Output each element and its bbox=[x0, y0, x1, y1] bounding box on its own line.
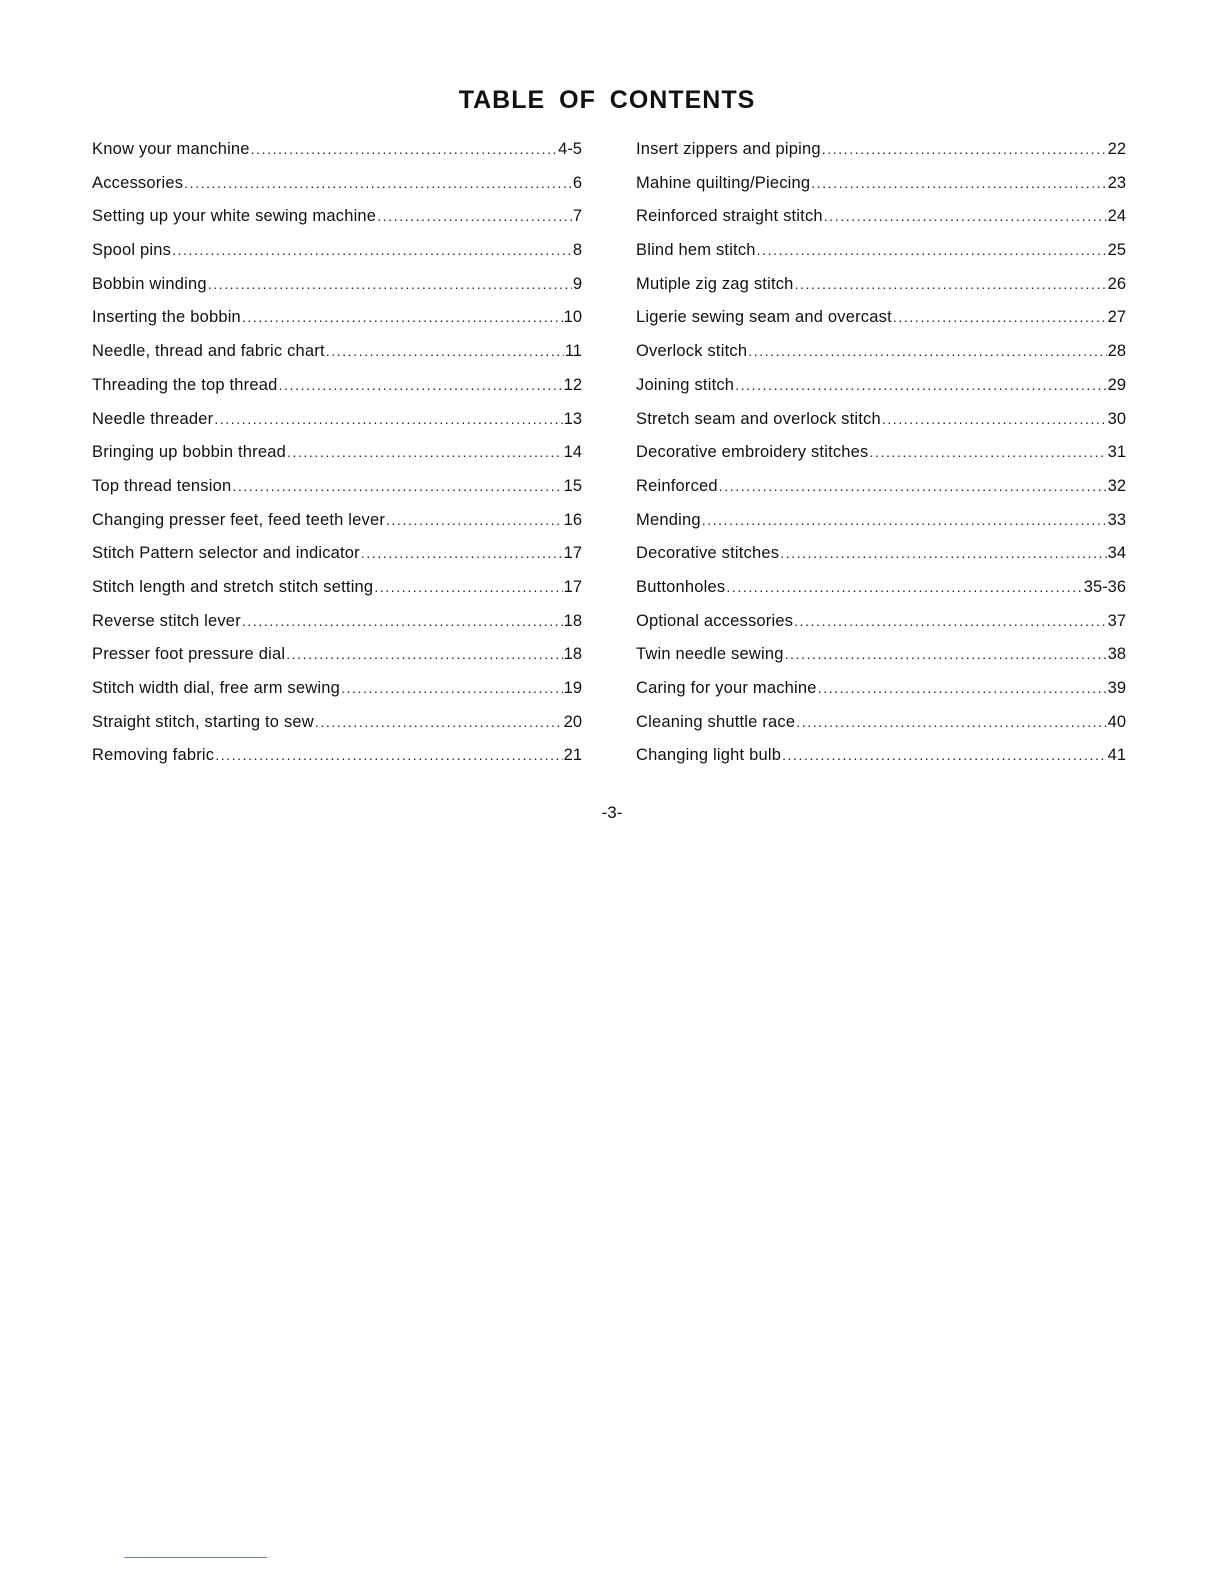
dot-leader bbox=[822, 141, 1107, 157]
toc-entry bbox=[92, 477, 582, 511]
toc-entry bbox=[92, 645, 582, 679]
toc-entry-label: Blind hem stitch bbox=[636, 241, 756, 260]
dot-leader bbox=[286, 646, 562, 662]
toc-entry-label: Buttonholes bbox=[636, 577, 726, 596]
toc-entry bbox=[92, 746, 582, 780]
toc-entry-page: 17 bbox=[563, 544, 582, 563]
toc-entry bbox=[636, 207, 1126, 241]
dot-leader bbox=[818, 680, 1107, 696]
toc-entry-page: 20 bbox=[563, 712, 582, 731]
dot-leader bbox=[172, 242, 572, 258]
toc-entry-label: Straight stitch, starting to sew bbox=[92, 712, 314, 731]
dot-leader bbox=[882, 411, 1107, 427]
dot-leader bbox=[386, 512, 563, 528]
toc-entry-page: 17 bbox=[563, 577, 582, 596]
toc-entry bbox=[92, 308, 582, 342]
dot-leader bbox=[341, 680, 563, 696]
dot-leader bbox=[702, 512, 1107, 528]
toc-entry-label: Stitch Pattern selector and indicator bbox=[92, 544, 360, 563]
toc-entry-page: 37 bbox=[1107, 611, 1126, 630]
footer-rule bbox=[124, 1557, 267, 1558]
toc-entry-page: 11 bbox=[564, 342, 582, 361]
toc-entry-label: Reverse stitch lever bbox=[92, 611, 241, 630]
toc-entry bbox=[92, 713, 582, 747]
toc-entry-page: 23 bbox=[1107, 173, 1126, 192]
toc-entry-label: Overlock stitch bbox=[636, 342, 748, 361]
page-number: -3- bbox=[601, 803, 623, 822]
toc-entry-page: 40 bbox=[1107, 712, 1126, 731]
toc-entry bbox=[92, 443, 582, 477]
toc-entry-page: 30 bbox=[1107, 409, 1126, 428]
toc-entry-label: Removing fabric bbox=[92, 746, 215, 765]
dot-leader bbox=[242, 613, 563, 629]
toc-entry-page: 10 bbox=[563, 308, 582, 327]
dot-leader bbox=[232, 478, 562, 494]
toc-entry-page: 41 bbox=[1107, 746, 1126, 765]
dot-leader bbox=[361, 545, 563, 561]
toc-entry bbox=[636, 713, 1126, 747]
dot-leader bbox=[215, 747, 562, 763]
dot-leader bbox=[824, 208, 1107, 224]
dot-leader bbox=[794, 613, 1106, 629]
toc-entry-page: 34 bbox=[1107, 544, 1126, 563]
toc-entry-label: Know your manchine bbox=[92, 140, 250, 158]
toc-entry-page: 9 bbox=[572, 274, 582, 293]
toc-right-column bbox=[636, 140, 1126, 780]
dot-leader bbox=[726, 579, 1082, 595]
toc-entry bbox=[92, 275, 582, 309]
toc-entry-label: Top thread tension bbox=[92, 476, 232, 495]
toc-entry-label: Decorative embroidery stitches bbox=[636, 443, 869, 462]
toc-entry-page: 15 bbox=[563, 476, 582, 495]
toc-entry bbox=[636, 174, 1126, 208]
toc-entry bbox=[636, 746, 1126, 780]
toc-entry-page: 35-36 bbox=[1083, 577, 1126, 596]
toc-entry-label: Needle, thread and fabric chart bbox=[92, 342, 325, 361]
toc-entry bbox=[92, 612, 582, 646]
toc-entry bbox=[636, 241, 1126, 275]
dot-leader bbox=[214, 411, 562, 427]
toc-entry-page: 27 bbox=[1107, 308, 1126, 327]
toc-entry-label: Mahine quilting/Piecing bbox=[636, 173, 811, 192]
toc-entry-page: 39 bbox=[1107, 679, 1126, 697]
toc-entry bbox=[636, 612, 1126, 646]
toc-entry-page: 31 bbox=[1107, 443, 1126, 462]
toc-entry-label: Joining stitch bbox=[636, 375, 735, 394]
toc-entry-label: Stitch width dial, free arm sewing bbox=[92, 679, 340, 697]
toc-entry-page: 19 bbox=[563, 679, 582, 697]
toc-entry-label: Inserting the bobbin bbox=[92, 308, 241, 327]
toc-entry-label: Spool pins bbox=[92, 241, 172, 260]
toc-entry-page: 24 bbox=[1107, 207, 1126, 226]
toc-entry bbox=[636, 679, 1126, 713]
toc-entry-label: Optional accessories bbox=[636, 611, 794, 630]
toc-entry-page: 4-5 bbox=[558, 140, 582, 158]
dot-leader bbox=[315, 714, 563, 730]
toc-entry bbox=[92, 342, 582, 376]
dot-leader bbox=[251, 141, 557, 157]
toc-entry bbox=[636, 308, 1126, 342]
dot-leader bbox=[757, 242, 1107, 258]
dot-leader bbox=[780, 545, 1106, 561]
toc-entry bbox=[92, 241, 582, 275]
toc-entry-page: 26 bbox=[1107, 274, 1126, 293]
toc-entry-page: 7 bbox=[572, 207, 582, 226]
toc-entry-label: Mutiple zig zag stitch bbox=[636, 274, 794, 293]
toc-entry-label: Insert zippers and piping bbox=[636, 140, 821, 158]
toc-entry bbox=[636, 477, 1126, 511]
dot-leader bbox=[796, 714, 1106, 730]
dot-leader bbox=[719, 478, 1107, 494]
toc-entry bbox=[92, 207, 582, 241]
dot-leader bbox=[795, 276, 1107, 292]
toc-entry bbox=[636, 511, 1126, 545]
toc-entry-page: 8 bbox=[572, 241, 582, 260]
toc-entry-label: Bobbin winding bbox=[92, 274, 207, 293]
toc-entry-label: Caring for your machine bbox=[636, 679, 817, 697]
dot-leader bbox=[377, 208, 572, 224]
dot-leader bbox=[374, 579, 562, 595]
toc-entry-label: Changing presser feet, feed teeth lever bbox=[92, 510, 386, 529]
toc-entry-page: 33 bbox=[1107, 510, 1126, 529]
toc-entry-page: 12 bbox=[563, 375, 582, 394]
dot-leader bbox=[748, 343, 1106, 359]
dot-leader bbox=[326, 343, 564, 359]
toc-entry bbox=[636, 275, 1126, 309]
toc-entry-page: 22 bbox=[1107, 140, 1126, 158]
toc-entry-label: Presser foot pressure dial bbox=[92, 645, 286, 664]
toc-entry-page: 21 bbox=[563, 746, 582, 765]
toc-entry bbox=[92, 140, 582, 174]
dot-leader bbox=[785, 646, 1107, 662]
toc-entry-page: 38 bbox=[1107, 645, 1126, 664]
toc-entry bbox=[92, 174, 582, 208]
toc-entry-label: Threading the top thread bbox=[92, 375, 278, 394]
toc-left-column bbox=[92, 140, 582, 780]
dot-leader bbox=[184, 175, 572, 191]
toc-entry-page: 13 bbox=[563, 409, 582, 428]
toc-entry bbox=[92, 511, 582, 545]
toc-entry-page: 16 bbox=[563, 510, 582, 529]
toc-entry-label: Stretch seam and overlock stitch bbox=[636, 409, 881, 428]
toc-entry bbox=[92, 578, 582, 612]
toc-entry-label: Reinforced bbox=[636, 476, 718, 495]
toc-entry-label: Setting up your white sewing machine bbox=[92, 207, 377, 226]
dot-leader bbox=[242, 309, 563, 325]
toc-entry-label: Changing light bulb bbox=[636, 746, 782, 765]
toc-entry-label: Twin needle sewing bbox=[636, 645, 784, 664]
dot-leader bbox=[735, 377, 1106, 393]
dot-leader bbox=[870, 444, 1107, 460]
toc-entry bbox=[92, 679, 582, 713]
toc-entry-page: 29 bbox=[1107, 375, 1126, 394]
toc-entry-page: 18 bbox=[563, 611, 582, 630]
dot-leader bbox=[782, 747, 1107, 763]
dot-leader bbox=[893, 309, 1107, 325]
toc-entry bbox=[636, 376, 1126, 410]
toc-entry-label: Cleaning shuttle race bbox=[636, 712, 796, 731]
toc-entry bbox=[92, 544, 582, 578]
toc-entry bbox=[636, 645, 1126, 679]
dot-leader bbox=[208, 276, 572, 292]
toc-entry bbox=[636, 544, 1126, 578]
toc-entry-page: 14 bbox=[563, 443, 582, 462]
toc-entry bbox=[636, 578, 1126, 612]
toc-entry bbox=[92, 410, 582, 444]
toc-entry bbox=[636, 443, 1126, 477]
toc-entry-page: 6 bbox=[572, 173, 582, 192]
toc-entry-label: Bringing up bobbin thread bbox=[92, 443, 286, 462]
toc-entry-label: Decorative stitches bbox=[636, 544, 780, 563]
toc-entry bbox=[636, 140, 1126, 174]
toc-entry-label: Stitch length and stretch stitch setting bbox=[92, 577, 374, 596]
toc-entry-label: Mending bbox=[636, 510, 701, 529]
dot-leader bbox=[811, 175, 1106, 191]
toc-entry bbox=[636, 410, 1126, 444]
dot-leader bbox=[287, 444, 563, 460]
toc-entry-page: 18 bbox=[563, 645, 582, 664]
toc-entry-label: Needle threader bbox=[92, 409, 214, 428]
toc-entry-page: 32 bbox=[1107, 476, 1126, 495]
toc-entry-page: 25 bbox=[1107, 241, 1126, 260]
dot-leader bbox=[279, 377, 563, 393]
toc-entry-page: 28 bbox=[1107, 342, 1126, 361]
toc-entry bbox=[92, 376, 582, 410]
page-title: TABLE OF CONTENTS bbox=[458, 86, 756, 114]
toc-entry bbox=[636, 342, 1126, 376]
toc-entry-label: Ligerie sewing seam and overcast bbox=[636, 308, 892, 327]
toc-entry-label: Accessories bbox=[92, 173, 184, 192]
toc-entry-label: Reinforced straight stitch bbox=[636, 207, 823, 226]
